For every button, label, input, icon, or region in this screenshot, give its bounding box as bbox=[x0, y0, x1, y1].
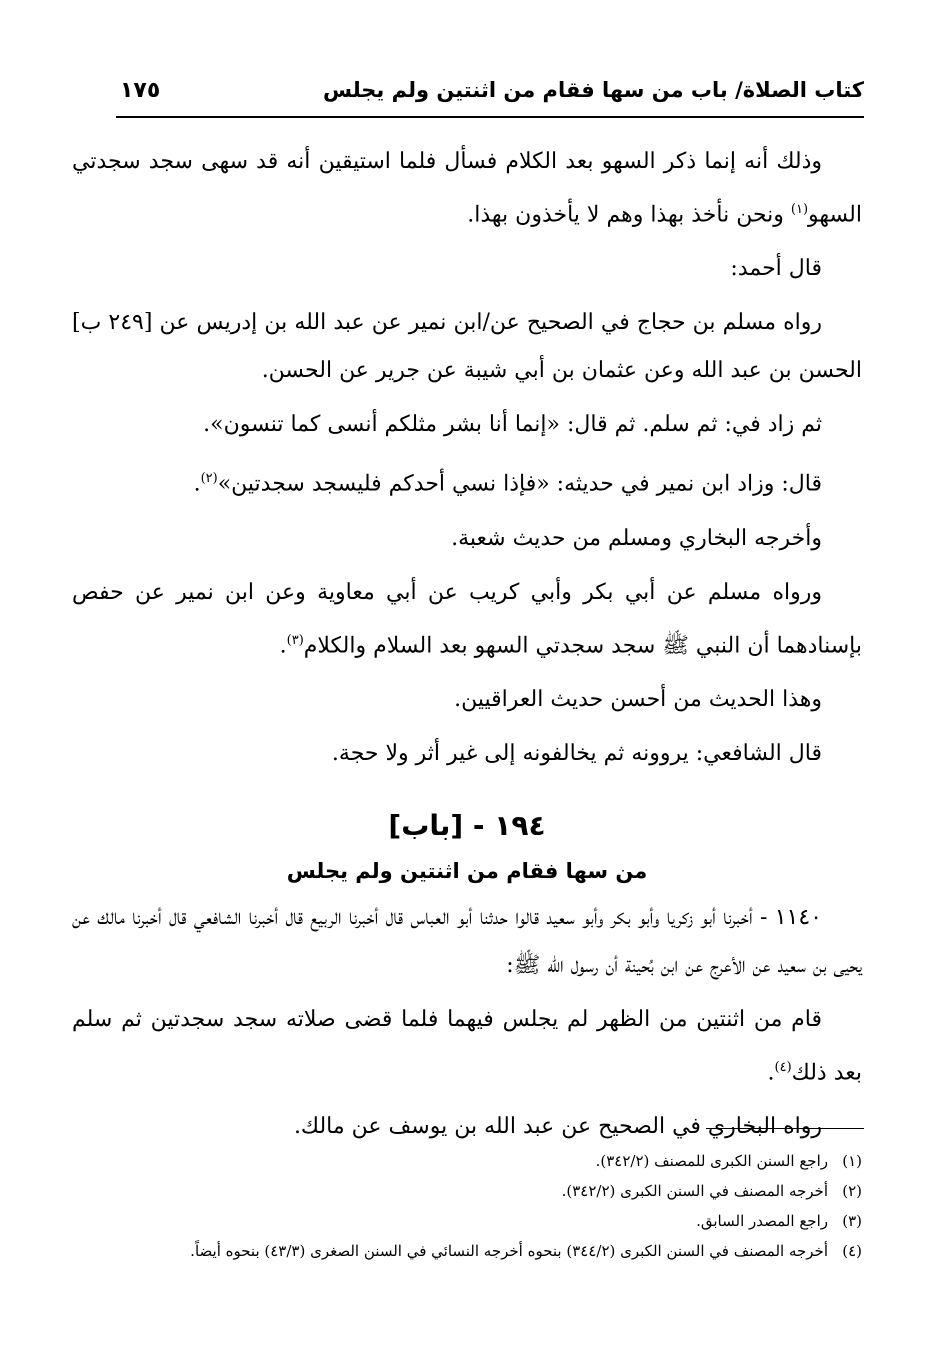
hadith-paragraph bbox=[72, 894, 862, 990]
footnote-ref: (١) bbox=[790, 202, 809, 217]
chapter-subheading: من سها فقام من اثنتين ولم يجلس bbox=[286, 858, 648, 883]
paragraph-text: . bbox=[767, 1060, 775, 1086]
paragraph-text: قال: وزاد ابن نمير في حديثه: «فإذا نسي أحدكم فليسجد سجدتين» bbox=[217, 471, 822, 497]
paragraph bbox=[72, 569, 862, 670]
paragraph bbox=[72, 676, 862, 724]
paragraph bbox=[72, 401, 862, 449]
paragraph-text: وهذا الحديث من أحسن حديث العراقيين. bbox=[454, 686, 822, 712]
paragraph bbox=[72, 455, 862, 508]
running-header bbox=[116, 76, 864, 118]
footnote-ref: (٢) bbox=[200, 471, 218, 487]
paragraph-text: . bbox=[193, 471, 201, 497]
header-title: كتاب الصلاة/ باب من سها فقام من اثنتين ولم يجلس bbox=[323, 78, 864, 102]
paragraph-text: قال الشافعي: يروونه ثم يخالفونه إلى غير أثر ولا حجة. bbox=[331, 740, 822, 766]
paragraph-text: وأخرجه البخاري ومسلم من حديث شعبة. bbox=[451, 525, 822, 551]
paragraph-text: ونحن نأخذ بهذا وهم لا يأخذون بهذا. bbox=[467, 202, 791, 228]
footnote-divider bbox=[706, 1128, 864, 1129]
main-text bbox=[72, 138, 862, 1151]
footnotes bbox=[72, 1146, 862, 1266]
paragraph-text: قام من اثنتين من الظهر لم يجلس فيهما فلما قضى صلاته سجد سجدتين ثم سلم بعد ذلك bbox=[72, 1006, 862, 1086]
chapter-heading: ١٩٤ - [باب] bbox=[388, 808, 546, 842]
paragraph bbox=[72, 515, 862, 563]
paragraph bbox=[72, 730, 862, 778]
footnote-text: راجع المصدر السابق. bbox=[696, 1212, 828, 1230]
paragraph-text: رواه البخاري في الصحيح عن عبد الله بن يوسف عن مالك. bbox=[293, 1114, 822, 1140]
footnote bbox=[72, 1206, 862, 1236]
footnote-number: (٣) bbox=[842, 1212, 862, 1230]
paragraph-text: . bbox=[279, 632, 287, 658]
paragraph-text: ١١٤٠ - أخبرنا أبو زكريا وأبو بكر وأبو سعيد قالوا حدثنا أبو العباس قال أخبرنا الربيع قال أخبرنا الشافعي قال أخبرنا مالك عن يحيى بن سعيد عن الأعرج عن ابن بُحينة أن رسول الله ﷺ: bbox=[72, 904, 862, 978]
paragraph-text: قال أحمد: bbox=[730, 256, 822, 282]
footnote-text: أخرجه المصنف في السنن الكبرى (٣٤٢/٢). bbox=[561, 1182, 828, 1200]
page-number: ١٧٥ bbox=[120, 78, 161, 103]
paragraph bbox=[72, 245, 862, 293]
footnote-number: (٢) bbox=[842, 1182, 862, 1200]
paragraph bbox=[72, 299, 862, 395]
paragraph-text: رواه مسلم بن حجاج في الصحيح عن/ابن نمير عن عبد الله بن إدريس عن [٢٤٩ ب] الحسن بن عبد الله وعن عثمان بن أبي شيبة عن جرير عن الحسن. bbox=[72, 310, 862, 384]
paragraph-text: ثم زاد في: ثم سلم. ثم قال: «إنما أنا بشر مثلكم أنسى كما تنسون». bbox=[203, 412, 822, 438]
footnote-text: راجع السنن الكبرى للمصنف (٣٤٢/٢). bbox=[595, 1152, 828, 1170]
footnote bbox=[72, 1236, 862, 1266]
footnote bbox=[72, 1176, 862, 1206]
footnote-number: (٤) bbox=[842, 1242, 862, 1260]
footnote-ref: (٣) bbox=[286, 632, 304, 648]
paragraph bbox=[72, 138, 862, 239]
paragraph-text: وذلك أنه إنما ذكر السهو بعد الكلام فسأل فلما استيقين أنه قد سهى سجد سجدتي السهو bbox=[72, 149, 862, 228]
footnote-text: أخرجه المصنف في السنن الكبرى (٣٤٤/٢) بنحوه أخرجه النسائي في السنن الصغرى (٤٣/٣) بنحوه أيضاً. bbox=[190, 1242, 828, 1260]
paragraph-text: ورواه مسلم عن أبي بكر وأبي كريب عن أبي معاوية وعن ابن نمير عن حفص بإسنادهما أن النبي ﷺ سجد سجدتي السهو بعد السلام والكلام bbox=[72, 579, 862, 658]
footnote-number: (١) bbox=[842, 1152, 862, 1170]
footnote-ref: (٤) bbox=[774, 1059, 792, 1075]
hadith-paragraph bbox=[72, 996, 862, 1097]
footnote bbox=[72, 1146, 862, 1176]
